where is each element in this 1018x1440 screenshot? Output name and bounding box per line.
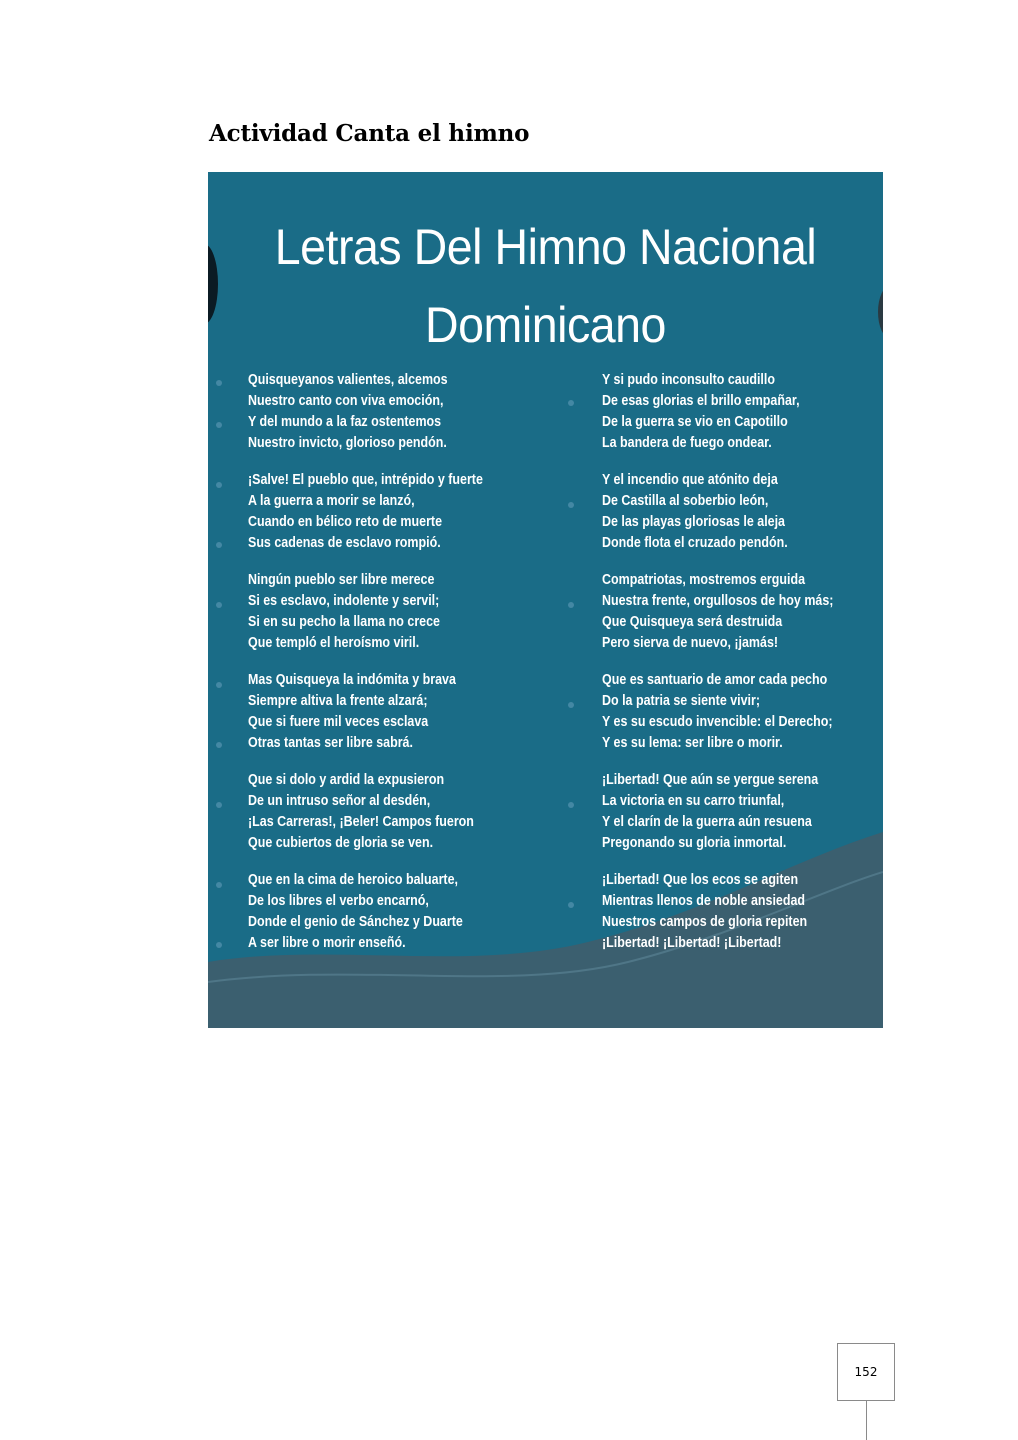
lyric-line: Cuando en bélico reto de muerte — [248, 514, 443, 530]
stanza — [248, 470, 568, 554]
lyric-line: La bandera de fuego ondear. — [602, 435, 772, 451]
lyric-line: Quisqueyanos valientes, alcemos — [248, 372, 448, 388]
lyric-line: De la guerra se vio en Capotillo — [602, 414, 788, 430]
stanza — [602, 570, 872, 654]
lyric-line: ¡Libertad! ¡Libertad! ¡Libertad! — [602, 935, 782, 951]
lyric-line: Do la patria se siente vivir; — [602, 693, 761, 709]
lyric-line: Pero sierva de nuevo, ¡jamás! — [602, 635, 779, 651]
stanza — [602, 370, 872, 454]
lyric-line: De los libres el verbo encarnó, — [248, 893, 429, 909]
page-number: 152 — [837, 1343, 895, 1401]
stanza — [248, 670, 568, 754]
lyric-line: Ningún pueblo ser libre merece — [248, 572, 435, 588]
lyric-line: Que si fuere mil veces esclava — [248, 714, 429, 730]
stanza — [248, 370, 568, 454]
lyric-line: Que Quisqueya será destruida — [602, 614, 783, 630]
lyric-line: Pregonando su gloria inmortal. — [602, 835, 787, 851]
lyric-line: Que templó el heroísmo viril. — [248, 635, 420, 651]
lyric-line: Siempre altiva la frente alzará; — [248, 693, 428, 709]
lyric-line: A la guerra a morir se lanzó, — [248, 493, 415, 509]
lyric-line: ¡Libertad! Que los ecos se agiten — [602, 872, 799, 888]
stanza — [248, 870, 568, 954]
lyric-line: Mas Quisqueya la indómita y brava — [248, 672, 456, 688]
lyric-line: Mientras llenos de noble ansiedad — [602, 893, 806, 909]
lyric-line: Y el incendio que atónito deja — [602, 472, 778, 488]
stanza — [602, 870, 872, 954]
section-heading: Actividad Canta el himno — [209, 120, 530, 147]
lyric-line: Sus cadenas de esclavo rompió. — [248, 535, 441, 551]
page-number-rule — [866, 1401, 867, 1440]
lyric-line: De esas glorias el brillo empañar, — [602, 393, 800, 409]
lyric-line: ¡Las Carreras!, ¡Beler! Campos fueron — [248, 814, 474, 830]
lyric-line: Nuestros campos de gloria repiten — [602, 914, 808, 930]
stanza — [602, 470, 872, 554]
lyric-line: Nuestra frente, orgullosos de hoy más; — [602, 593, 834, 609]
lyric-line: De las playas gloriosas le aleja — [602, 514, 786, 530]
stanza — [602, 670, 872, 754]
lyric-line: Y es su lema: ser libre o morir. — [602, 735, 783, 751]
lyric-line: Compatriotas, mostremos erguida — [602, 572, 806, 588]
lyric-line: Si en su pecho la llama no crece — [248, 614, 440, 630]
lyric-line: Y el clarín de la guerra aún resuena — [602, 814, 812, 830]
lyric-line: Donde flota el cruzado pendón. — [602, 535, 788, 551]
lyric-line: Y del mundo a la faz ostentemos — [248, 414, 442, 430]
lyric-line: Que si dolo y ardid la expusieron — [248, 772, 445, 788]
lyric-line: Que cubiertos de gloria se ven. — [248, 835, 434, 851]
lyric-line: Si es esclavo, indolente y servil; — [248, 593, 440, 609]
lyric-line: Y si pudo inconsulto caudillo — [602, 372, 775, 388]
lyric-line: Y es su escudo invencible: el Derecho; — [602, 714, 833, 730]
lyric-line: ¡Libertad! Que aún se yergue serena — [602, 772, 819, 788]
lyric-line: A ser libre o morir enseñó. — [248, 935, 406, 951]
lyric-line: Otras tantas ser libre sabrá. — [248, 735, 413, 751]
lyric-line: De un intruso señor al desdén, — [248, 793, 431, 809]
slide-title-line: Dominicano — [425, 297, 666, 353]
slide-title — [232, 208, 860, 364]
lyric-line: Nuestro canto con viva emoción, — [248, 393, 444, 409]
lyric-line: Que es santuario de amor cada pecho — [602, 672, 828, 688]
lyric-line: La victoria en su carro triunfal, — [602, 793, 785, 809]
lyrics-column-right — [602, 370, 872, 970]
lyrics-column-left — [248, 370, 568, 970]
lyric-line: Nuestro invicto, glorioso pendón. — [248, 435, 447, 451]
slide-title-line: Letras Del Himno Nacional — [274, 219, 817, 275]
stanza — [602, 770, 872, 854]
stanza — [248, 770, 568, 854]
anthem-lyrics-image — [208, 172, 883, 1028]
lyric-line: Donde el genio de Sánchez y Duarte — [248, 914, 463, 930]
lyric-line: ¡Salve! El pueblo que, intrépido y fuerte — [248, 472, 483, 488]
lyric-line: Que en la cima de heroico baluarte, — [248, 872, 458, 888]
stanza — [248, 570, 568, 654]
lyric-line: De Castilla al soberbio león, — [602, 493, 769, 509]
